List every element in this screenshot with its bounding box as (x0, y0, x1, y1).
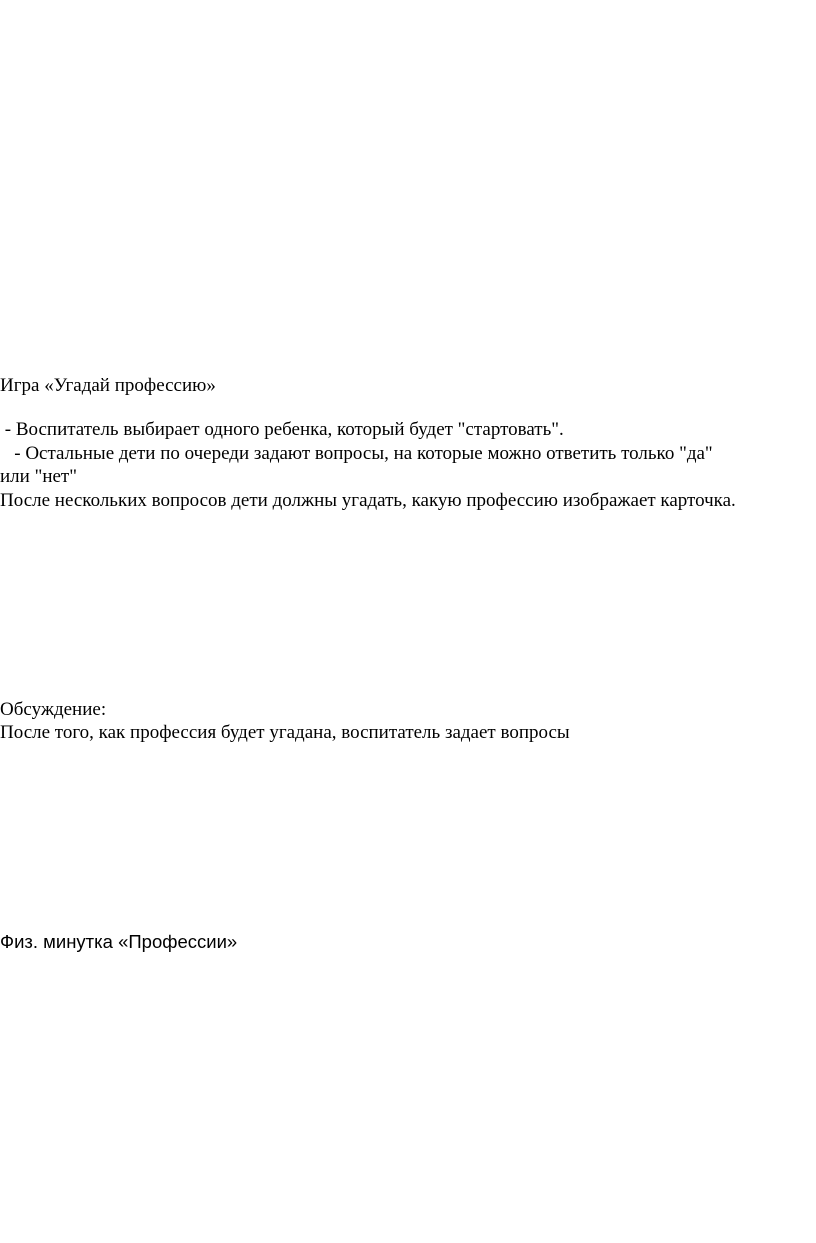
discussion-heading: Обсуждение: (0, 699, 107, 720)
game-conclusion: После нескольких вопросов дети должны угадать, какую профессию изображает карточка. (0, 490, 736, 511)
discussion-text: После того, как профессия будет угадана, воспитатель задает вопросы (0, 722, 570, 743)
game-rule-2: - Остальные дети по очереди задают вопросы, на которые можно ответить только "да" (0, 443, 713, 464)
game-rule-2-continued: или "нет" (0, 466, 77, 487)
game-title: Игра «Угадай профессию» (0, 375, 216, 396)
game-rule-1: - Воспитатель выбирает одного ребенка, который будет "стартовать". (0, 419, 564, 440)
exercise-title: Физ. минутка «Профессии» (0, 931, 238, 952)
